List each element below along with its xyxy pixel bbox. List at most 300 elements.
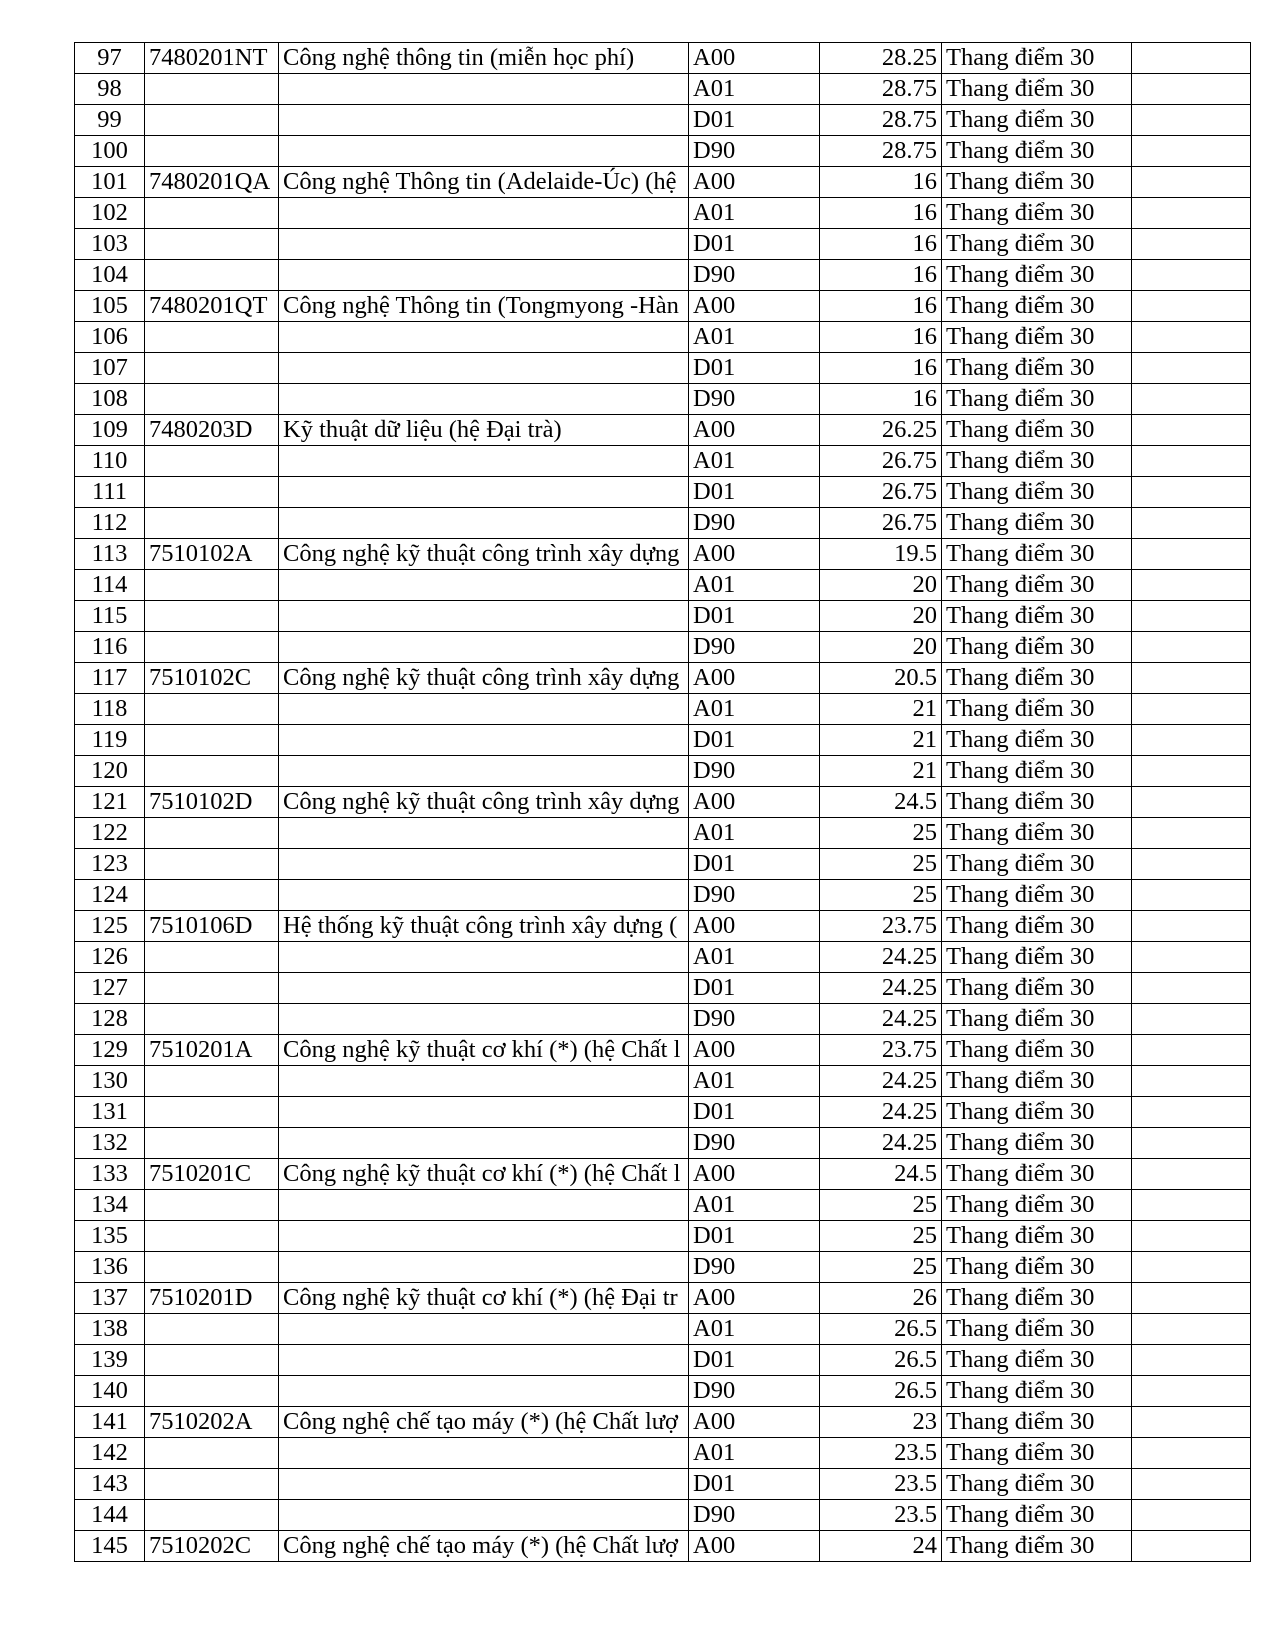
cutoff-score: 16 <box>820 384 942 415</box>
note-cell <box>1132 1066 1251 1097</box>
major-code <box>145 1004 279 1035</box>
subject-group: D01 <box>689 353 820 384</box>
major-code: 7510201C <box>145 1159 279 1190</box>
row-number: 144 <box>75 1500 145 1531</box>
major-name: Công nghệ kỹ thuật cơ khí (*) (hệ Chất l <box>279 1159 689 1190</box>
row-number: 138 <box>75 1314 145 1345</box>
note-cell <box>1132 1283 1251 1314</box>
table-row <box>75 1097 1251 1128</box>
cutoff-score: 24.25 <box>820 1097 942 1128</box>
major-name <box>279 1097 689 1128</box>
table-row <box>75 818 1251 849</box>
score-scale: Thang điểm 30 <box>942 1438 1132 1469</box>
major-name <box>279 849 689 880</box>
score-scale: Thang điểm 30 <box>942 1345 1132 1376</box>
major-name <box>279 1066 689 1097</box>
major-name <box>279 1500 689 1531</box>
score-scale: Thang điểm 30 <box>942 663 1132 694</box>
score-scale: Thang điểm 30 <box>942 446 1132 477</box>
table-row <box>75 1190 1251 1221</box>
score-scale: Thang điểm 30 <box>942 260 1132 291</box>
major-name <box>279 632 689 663</box>
major-name <box>279 1190 689 1221</box>
cutoff-score: 26.75 <box>820 446 942 477</box>
cutoff-score: 28.75 <box>820 136 942 167</box>
major-code: 7480201QA <box>145 167 279 198</box>
major-name <box>279 756 689 787</box>
cutoff-score: 21 <box>820 725 942 756</box>
score-scale: Thang điểm 30 <box>942 601 1132 632</box>
score-scale: Thang điểm 30 <box>942 818 1132 849</box>
note-cell <box>1132 1128 1251 1159</box>
table-row <box>75 694 1251 725</box>
major-name <box>279 725 689 756</box>
table-row <box>75 539 1251 570</box>
score-scale: Thang điểm 30 <box>942 384 1132 415</box>
table-row <box>75 787 1251 818</box>
note-cell <box>1132 291 1251 322</box>
major-name <box>279 105 689 136</box>
cutoff-score: 20 <box>820 601 942 632</box>
note-cell <box>1132 570 1251 601</box>
cutoff-score: 25 <box>820 849 942 880</box>
table-row <box>75 198 1251 229</box>
cutoff-score: 28.75 <box>820 74 942 105</box>
major-code <box>145 570 279 601</box>
cutoff-score: 23.75 <box>820 1035 942 1066</box>
cutoff-score: 19.5 <box>820 539 942 570</box>
row-number: 104 <box>75 260 145 291</box>
major-name: Công nghệ kỹ thuật cơ khí (*) (hệ Đại tr <box>279 1283 689 1314</box>
note-cell <box>1132 1159 1251 1190</box>
score-scale: Thang điểm 30 <box>942 880 1132 911</box>
table-row <box>75 973 1251 1004</box>
subject-group: A00 <box>689 415 820 446</box>
major-name <box>279 74 689 105</box>
row-number: 139 <box>75 1345 145 1376</box>
cutoff-score: 26.5 <box>820 1376 942 1407</box>
note-cell <box>1132 1190 1251 1221</box>
major-code <box>145 849 279 880</box>
major-code <box>145 508 279 539</box>
subject-group: A00 <box>689 1283 820 1314</box>
row-number: 125 <box>75 911 145 942</box>
major-name: Công nghệ chế tạo máy (*) (hệ Chất lượ <box>279 1531 689 1562</box>
row-number: 115 <box>75 601 145 632</box>
score-scale: Thang điểm 30 <box>942 1035 1132 1066</box>
note-cell <box>1132 477 1251 508</box>
table-row <box>75 1531 1251 1562</box>
note-cell <box>1132 1097 1251 1128</box>
major-code <box>145 1252 279 1283</box>
score-scale: Thang điểm 30 <box>942 1097 1132 1128</box>
score-scale: Thang điểm 30 <box>942 1190 1132 1221</box>
major-code <box>145 1345 279 1376</box>
note-cell <box>1132 818 1251 849</box>
table-row <box>75 601 1251 632</box>
cutoff-score: 20 <box>820 570 942 601</box>
note-cell <box>1132 229 1251 260</box>
subject-group: D90 <box>689 508 820 539</box>
table-row <box>75 1376 1251 1407</box>
major-name: Kỹ thuật dữ liệu (hệ Đại trà) <box>279 415 689 446</box>
score-scale: Thang điểm 30 <box>942 1376 1132 1407</box>
major-name <box>279 1314 689 1345</box>
row-number: 118 <box>75 694 145 725</box>
score-scale: Thang điểm 30 <box>942 694 1132 725</box>
major-code <box>145 260 279 291</box>
score-scale: Thang điểm 30 <box>942 291 1132 322</box>
major-name: Công nghệ Thông tin (Tongmyong -Hàn <box>279 291 689 322</box>
major-code <box>145 601 279 632</box>
major-code: 7510202C <box>145 1531 279 1562</box>
row-number: 102 <box>75 198 145 229</box>
major-code <box>145 74 279 105</box>
note-cell <box>1132 167 1251 198</box>
table-row <box>75 725 1251 756</box>
table-row <box>75 229 1251 260</box>
table-row <box>75 508 1251 539</box>
table-row <box>75 1314 1251 1345</box>
note-cell <box>1132 632 1251 663</box>
table-row <box>75 942 1251 973</box>
table-row <box>75 43 1251 74</box>
cutoff-score: 16 <box>820 353 942 384</box>
major-code <box>145 198 279 229</box>
subject-group: A01 <box>689 198 820 229</box>
major-code <box>145 756 279 787</box>
score-scale: Thang điểm 30 <box>942 942 1132 973</box>
table-row <box>75 1004 1251 1035</box>
cutoff-score: 26.75 <box>820 508 942 539</box>
score-scale: Thang điểm 30 <box>942 43 1132 74</box>
major-name <box>279 353 689 384</box>
subject-group: A00 <box>689 291 820 322</box>
table-row <box>75 1283 1251 1314</box>
note-cell <box>1132 136 1251 167</box>
score-scale: Thang điểm 30 <box>942 1004 1132 1035</box>
table-row <box>75 1469 1251 1500</box>
note-cell <box>1132 198 1251 229</box>
cutoff-score: 20.5 <box>820 663 942 694</box>
row-number: 145 <box>75 1531 145 1562</box>
table-row <box>75 632 1251 663</box>
admission-score-table <box>74 42 1251 1562</box>
table-row <box>75 260 1251 291</box>
table-row <box>75 105 1251 136</box>
table-row <box>75 136 1251 167</box>
subject-group: A01 <box>689 1314 820 1345</box>
cutoff-score: 28.25 <box>820 43 942 74</box>
major-name <box>279 260 689 291</box>
subject-group: D90 <box>689 260 820 291</box>
note-cell <box>1132 1035 1251 1066</box>
major-name: Công nghệ Thông tin (Adelaide-Úc) (hệ <box>279 167 689 198</box>
note-cell <box>1132 663 1251 694</box>
subject-group: D01 <box>689 601 820 632</box>
note-cell <box>1132 384 1251 415</box>
major-name <box>279 601 689 632</box>
cutoff-score: 25 <box>820 1252 942 1283</box>
row-number: 123 <box>75 849 145 880</box>
score-scale: Thang điểm 30 <box>942 725 1132 756</box>
table-row <box>75 570 1251 601</box>
subject-group: A00 <box>689 663 820 694</box>
cutoff-score: 25 <box>820 880 942 911</box>
subject-group: D01 <box>689 1097 820 1128</box>
row-number: 128 <box>75 1004 145 1035</box>
subject-group: D01 <box>689 229 820 260</box>
cutoff-score: 23 <box>820 1407 942 1438</box>
major-name <box>279 570 689 601</box>
major-code <box>145 725 279 756</box>
cutoff-score: 16 <box>820 167 942 198</box>
cutoff-score: 20 <box>820 632 942 663</box>
score-scale: Thang điểm 30 <box>942 756 1132 787</box>
major-code: 7510102A <box>145 539 279 570</box>
major-code: 7510102C <box>145 663 279 694</box>
major-code <box>145 1097 279 1128</box>
note-cell <box>1132 787 1251 818</box>
cutoff-score: 16 <box>820 322 942 353</box>
score-scale: Thang điểm 30 <box>942 787 1132 818</box>
table-body <box>75 43 1251 1562</box>
major-name <box>279 694 689 725</box>
note-cell <box>1132 1531 1251 1562</box>
subject-group: D90 <box>689 1252 820 1283</box>
major-code <box>145 1469 279 1500</box>
table-row <box>75 322 1251 353</box>
note-cell <box>1132 539 1251 570</box>
subject-group: A01 <box>689 1190 820 1221</box>
major-name <box>279 1128 689 1159</box>
row-number: 114 <box>75 570 145 601</box>
score-scale: Thang điểm 30 <box>942 1469 1132 1500</box>
major-name <box>279 1004 689 1035</box>
major-name <box>279 508 689 539</box>
row-number: 119 <box>75 725 145 756</box>
major-code <box>145 1500 279 1531</box>
row-number: 141 <box>75 1407 145 1438</box>
row-number: 109 <box>75 415 145 446</box>
major-code <box>145 1221 279 1252</box>
note-cell <box>1132 1004 1251 1035</box>
note-cell <box>1132 1345 1251 1376</box>
major-code: 7480203D <box>145 415 279 446</box>
subject-group: A00 <box>689 787 820 818</box>
subject-group: D90 <box>689 384 820 415</box>
row-number: 122 <box>75 818 145 849</box>
score-scale: Thang điểm 30 <box>942 632 1132 663</box>
cutoff-score: 16 <box>820 198 942 229</box>
table-row <box>75 477 1251 508</box>
major-code <box>145 136 279 167</box>
major-code <box>145 1128 279 1159</box>
score-scale: Thang điểm 30 <box>942 1407 1132 1438</box>
score-scale: Thang điểm 30 <box>942 105 1132 136</box>
major-code <box>145 942 279 973</box>
subject-group: D90 <box>689 756 820 787</box>
major-code: 7510102D <box>145 787 279 818</box>
table-row <box>75 1159 1251 1190</box>
major-name <box>279 229 689 260</box>
table-row <box>75 1128 1251 1159</box>
major-name <box>279 322 689 353</box>
row-number: 130 <box>75 1066 145 1097</box>
cutoff-score: 26.5 <box>820 1314 942 1345</box>
score-scale: Thang điểm 30 <box>942 322 1132 353</box>
row-number: 101 <box>75 167 145 198</box>
note-cell <box>1132 322 1251 353</box>
subject-group: A01 <box>689 1438 820 1469</box>
subject-group: D01 <box>689 1221 820 1252</box>
major-code <box>145 1066 279 1097</box>
major-code <box>145 1190 279 1221</box>
subject-group: A00 <box>689 1159 820 1190</box>
row-number: 117 <box>75 663 145 694</box>
score-scale: Thang điểm 30 <box>942 353 1132 384</box>
table-row <box>75 384 1251 415</box>
subject-group: A00 <box>689 539 820 570</box>
cutoff-score: 16 <box>820 260 942 291</box>
cutoff-score: 23.5 <box>820 1469 942 1500</box>
row-number: 127 <box>75 973 145 1004</box>
row-number: 103 <box>75 229 145 260</box>
row-number: 132 <box>75 1128 145 1159</box>
major-name <box>279 1221 689 1252</box>
row-number: 113 <box>75 539 145 570</box>
subject-group: D90 <box>689 880 820 911</box>
table-row <box>75 1035 1251 1066</box>
score-scale: Thang điểm 30 <box>942 229 1132 260</box>
subject-group: A01 <box>689 818 820 849</box>
major-name <box>279 973 689 1004</box>
major-code: 7480201NT <box>145 43 279 74</box>
cutoff-score: 24.25 <box>820 1128 942 1159</box>
major-name <box>279 1438 689 1469</box>
major-code: 7510201D <box>145 1283 279 1314</box>
note-cell <box>1132 446 1251 477</box>
cutoff-score: 24.25 <box>820 942 942 973</box>
major-code <box>145 477 279 508</box>
score-scale: Thang điểm 30 <box>942 570 1132 601</box>
major-name <box>279 477 689 508</box>
major-name <box>279 942 689 973</box>
subject-group: D90 <box>689 1500 820 1531</box>
row-number: 135 <box>75 1221 145 1252</box>
note-cell <box>1132 105 1251 136</box>
cutoff-score: 24.25 <box>820 1066 942 1097</box>
subject-group: D01 <box>689 849 820 880</box>
row-number: 121 <box>75 787 145 818</box>
subject-group: A01 <box>689 694 820 725</box>
subject-group: A00 <box>689 1407 820 1438</box>
subject-group: D90 <box>689 632 820 663</box>
row-number: 116 <box>75 632 145 663</box>
cutoff-score: 23.5 <box>820 1500 942 1531</box>
cutoff-score: 24 <box>820 1531 942 1562</box>
major-name <box>279 1252 689 1283</box>
note-cell <box>1132 601 1251 632</box>
note-cell <box>1132 74 1251 105</box>
row-number: 143 <box>75 1469 145 1500</box>
row-number: 108 <box>75 384 145 415</box>
major-name: Công nghệ chế tạo máy (*) (hệ Chất lượ <box>279 1407 689 1438</box>
subject-group: A01 <box>689 322 820 353</box>
row-number: 134 <box>75 1190 145 1221</box>
cutoff-score: 26.75 <box>820 477 942 508</box>
cutoff-score: 23.5 <box>820 1438 942 1469</box>
row-number: 124 <box>75 880 145 911</box>
cutoff-score: 23.75 <box>820 911 942 942</box>
subject-group: A00 <box>689 911 820 942</box>
note-cell <box>1132 1252 1251 1283</box>
row-number: 129 <box>75 1035 145 1066</box>
row-number: 137 <box>75 1283 145 1314</box>
subject-group: A00 <box>689 43 820 74</box>
major-code <box>145 818 279 849</box>
score-scale: Thang điểm 30 <box>942 973 1132 1004</box>
table-row <box>75 911 1251 942</box>
major-name: Hệ thống kỹ thuật công trình xây dựng ( <box>279 911 689 942</box>
row-number: 133 <box>75 1159 145 1190</box>
note-cell <box>1132 1314 1251 1345</box>
subject-group: D01 <box>689 105 820 136</box>
major-name <box>279 446 689 477</box>
note-cell <box>1132 880 1251 911</box>
major-name <box>279 818 689 849</box>
score-scale: Thang điểm 30 <box>942 1128 1132 1159</box>
cutoff-score: 26.5 <box>820 1345 942 1376</box>
major-code <box>145 446 279 477</box>
major-name: Công nghệ kỹ thuật công trình xây dựng <box>279 787 689 818</box>
table-row <box>75 1500 1251 1531</box>
table-row <box>75 1221 1251 1252</box>
note-cell <box>1132 353 1251 384</box>
major-name <box>279 880 689 911</box>
major-code: 7480201QT <box>145 291 279 322</box>
major-name <box>279 136 689 167</box>
table-row <box>75 446 1251 477</box>
major-code <box>145 1438 279 1469</box>
score-scale: Thang điểm 30 <box>942 508 1132 539</box>
cutoff-score: 28.75 <box>820 105 942 136</box>
subject-group: D01 <box>689 1345 820 1376</box>
subject-group: A01 <box>689 570 820 601</box>
score-scale: Thang điểm 30 <box>942 167 1132 198</box>
major-code <box>145 322 279 353</box>
table-row <box>75 1407 1251 1438</box>
cutoff-score: 25 <box>820 1190 942 1221</box>
note-cell <box>1132 260 1251 291</box>
score-scale: Thang điểm 30 <box>942 1066 1132 1097</box>
cutoff-score: 25 <box>820 1221 942 1252</box>
note-cell <box>1132 911 1251 942</box>
subject-group: A00 <box>689 1531 820 1562</box>
row-number: 107 <box>75 353 145 384</box>
subject-group: D01 <box>689 477 820 508</box>
note-cell <box>1132 1438 1251 1469</box>
cutoff-score: 25 <box>820 818 942 849</box>
row-number: 99 <box>75 105 145 136</box>
major-name <box>279 384 689 415</box>
major-name <box>279 1376 689 1407</box>
row-number: 112 <box>75 508 145 539</box>
row-number: 98 <box>75 74 145 105</box>
score-scale: Thang điểm 30 <box>942 136 1132 167</box>
score-scale: Thang điểm 30 <box>942 539 1132 570</box>
table-row <box>75 1345 1251 1376</box>
